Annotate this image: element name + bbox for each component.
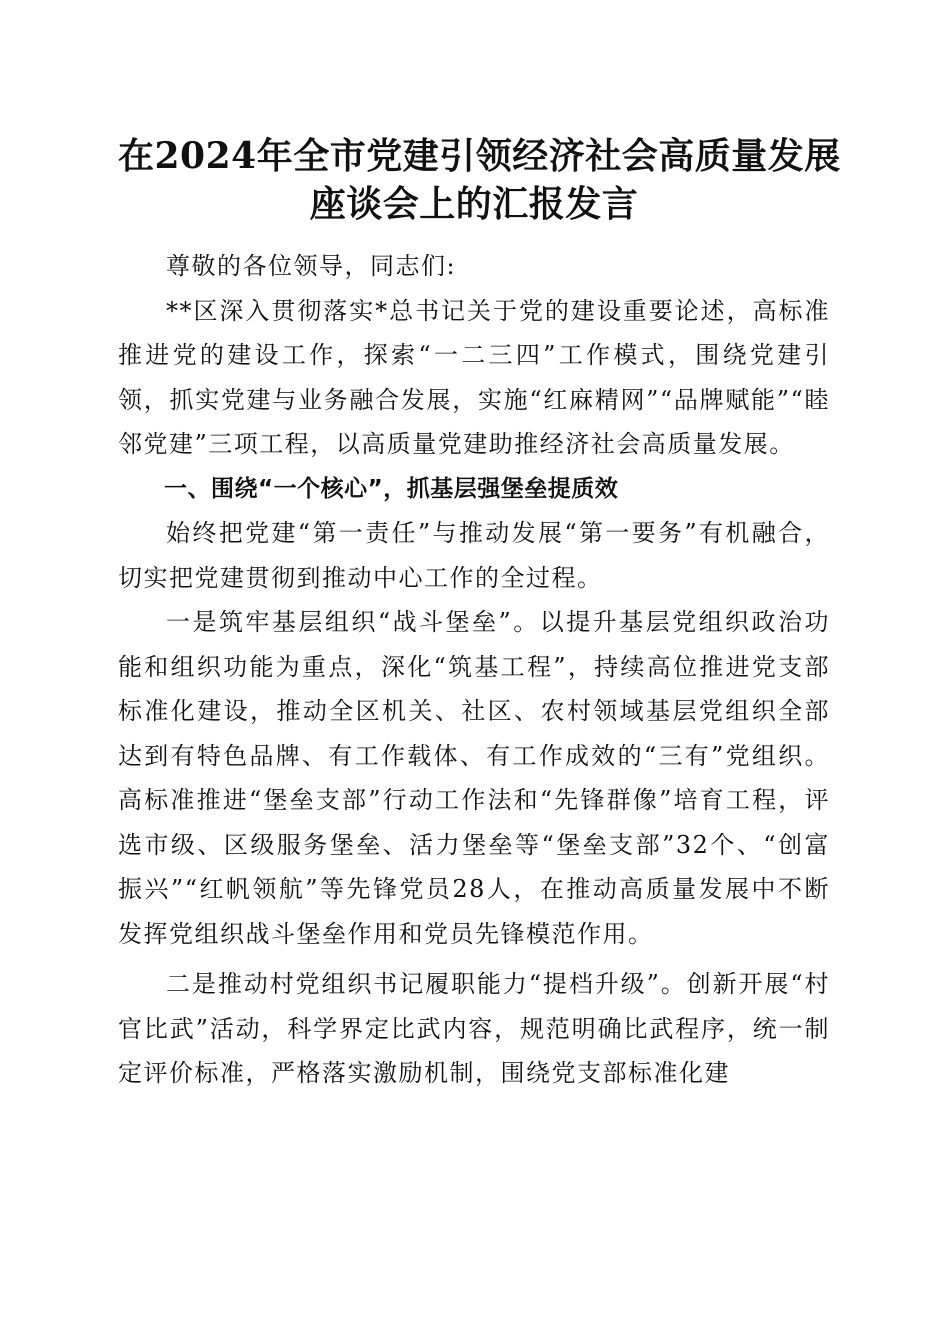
section-1-heading: 一、围绕“一个核心”，抓基层强堡垒提质效	[164, 475, 619, 502]
point-2-paragraph: 二是推动村党组织书记履职能力“提档升级”。创新开展“村官比武”活动，科学界定比武内容，规范明确比武程序，统一制定评价标准，严格落实激励机制，围绕党支部标准化建	[118, 970, 830, 1087]
salutation: 尊敬的各位领导，同志们:	[166, 252, 457, 280]
title-line-1: 在2024年全市党建引领经济社会高质量发展	[118, 135, 841, 177]
document-page	[118, 132, 841, 1096]
point-1-paragraph: 一是筑牢基层组织“战斗堡垒”。以提升基层党组织政治功能和组织功能为重点，深化“筑基工程”，持续高位推进党支部标准化建设，推动全区机关、社区、农村领域基层党组织全部达到有特色品牌、有工作载体、有工作成效的“三有”党组织。高标准推进“堡垒支部”行动工作法和“先锋群像”培育工程，评选市级、区级服务堡垒、活力堡垒等“堡垒支部”32个、“创富振兴”“红帆领航”等先锋党员28人，在推动高质量发展中不断发挥党组织战斗堡垒作用和党员先锋模范作用。	[118, 608, 830, 948]
intro-paragraph: **区深入贯彻落实*总书记关于党的建设重要论述，高标准推进党的建设工作，探索“一二三四”工作模式，围绕党建引领，抓实党建与业务融合发展，实施“红麻精网”“品牌赋能”“睦邻党建”三项工程，以高质量党建助推经济社会高质量发展。	[118, 296, 830, 458]
document-body	[118, 244, 830, 1096]
title-line-2: 座谈会上的汇报发言	[309, 183, 639, 225]
document-title	[118, 132, 841, 228]
section-1-intro-paragraph: 始终把党建“第一责任”与推动发展“第一要务”有机融合，切实把党建贯彻到推动中心工作的全过程。	[118, 519, 830, 592]
